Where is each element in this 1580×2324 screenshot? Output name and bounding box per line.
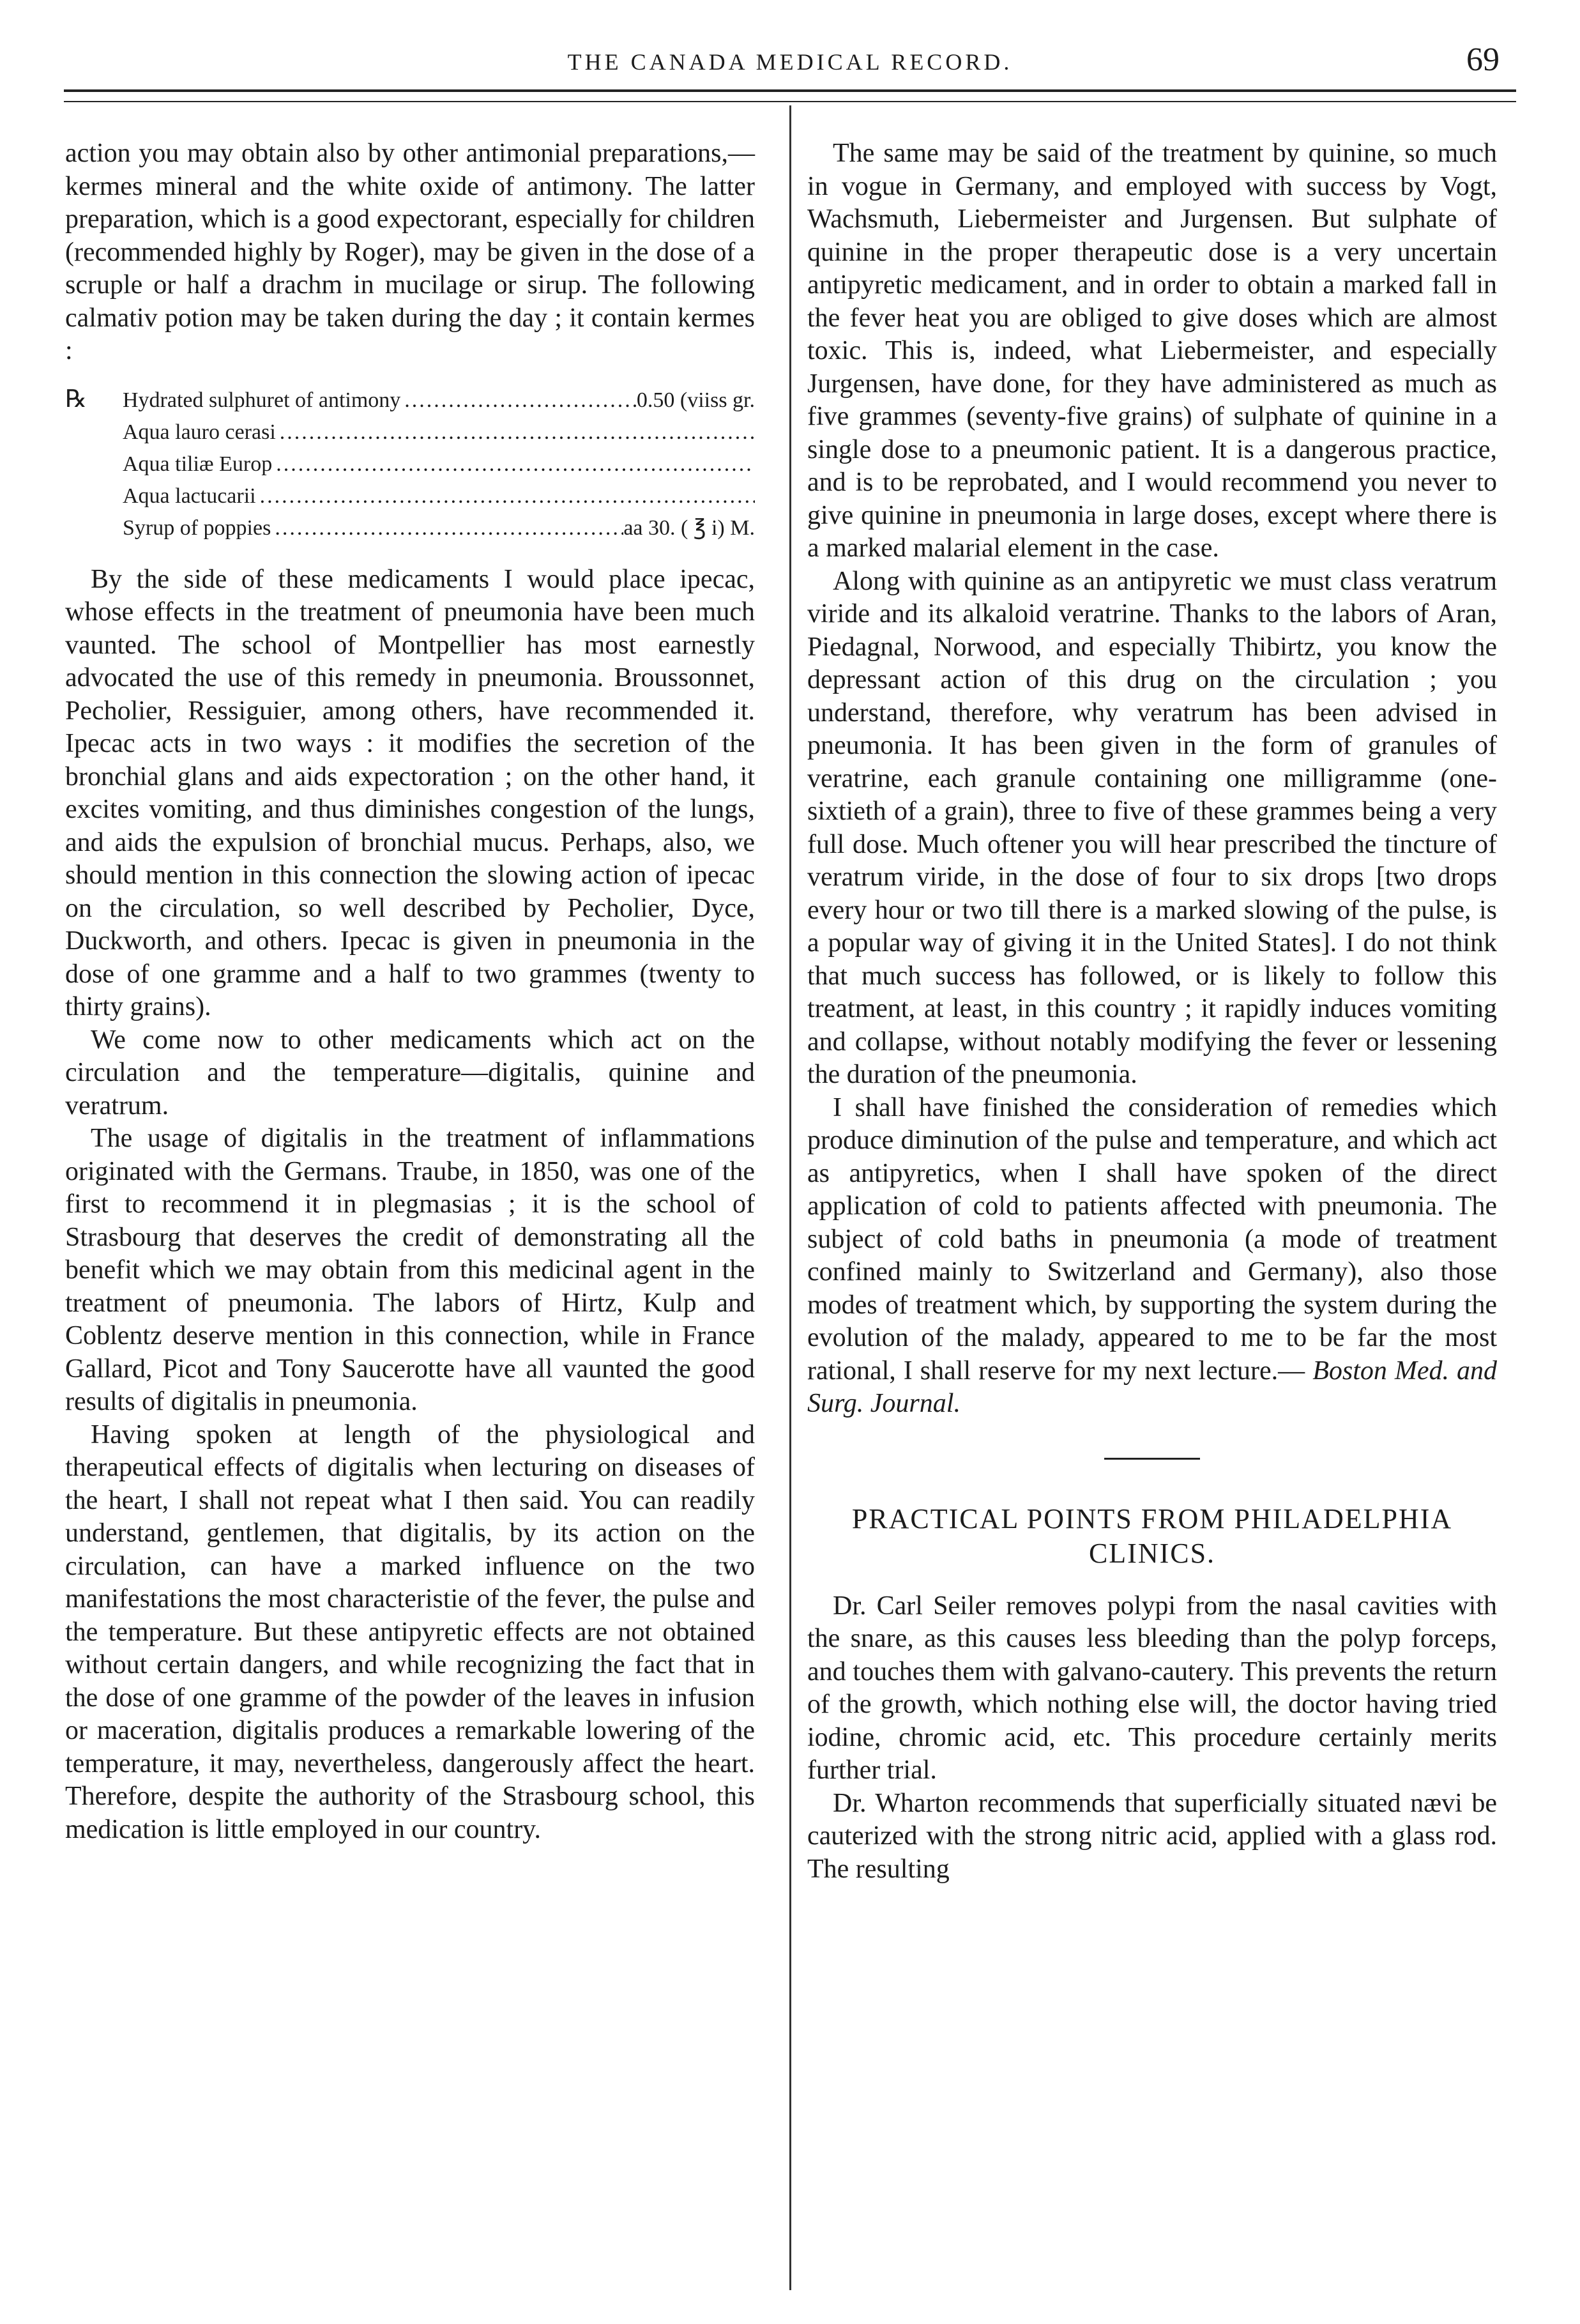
ingredient-name: Syrup of poppies: [123, 516, 271, 540]
section-divider-rule: [1104, 1458, 1200, 1460]
paragraph-veratrum: Along with quinine as an antipyretic we must class veratrum viride and its alkaloid veratrine. Thanks to the labors of Aran, Piedagnal, Norwood, and especially Thibirtz, you know the depressant action of this drug on the circulation ; you understand, therefore, why veratrum has been advised in pneumonia. It has been given in the form of granules of veratrine, each granule containing one milligramme (one-sixtieth of a grain), three to five of these grammes being a very full dose. Much oftener you will hear prescribed the tincture of veratrum viride, in the dose of four to six drops [two drops every hour or two till there is a marked slowing of the pulse, is a popular way of giving it in the United States]. I do not think that much success has followed, or is likely to follow this treatment, at least, in this country ; it rapidly induces vomiting and collapse, without notably modifying the fever or lessening the duration of the pneumonia.: [807, 566, 1497, 1089]
paragraph-digitalis-effects: Having spoken at length of the physiological and therapeutical effects of digitalis when lecturing on diseases of the heart, I shall not repeat what I then said. You can readily understand, gentlemen, that digitalis, by its action on the circulation, can have a marked influence on the two manifestations the most characteristie of the fever, the pulse and the temperature. But these antipyretic effects are not obtained without certain dangers, and while recognizing the fact that in the dose of one gramme of the powder of the leaves in infusion or maceration, digitalis produces a remarkable lowering of the temperature, it may, nevertheless, dangerously affect the heart. Therefore, despite the authority of the Strasbourg school, this medication is little employed in our country.: [65, 1419, 755, 1844]
prescription-symbol: ℞: [65, 385, 87, 413]
right-column: [807, 137, 1497, 1886]
paragraph-cold-baths: [807, 1092, 1497, 1421]
prescription-line: [65, 448, 755, 480]
leader-dots: [271, 512, 623, 544]
paragraph-quinine: The same may be said of the treatment by quinine, so much in vogue in Germany, and employed with success by Vogt, Wachsmuth, Liebermeister and Jurgensen. But sulphate of quinine in the proper therapeutic dose is a very uncertain antipyretic medicament, and in order to obtain a marked fall in the fever heat you are obliged to give doses which are almost toxic. This is, indeed, what Liebermeister, and especially Jurgensen, have done, for they have administered as much as five grammes (seventy-five grains) of sulphate of quinine in a single dose to a pneumonic patient. It is a dangerous practice, and is to be reprobated, and I would recommend you never to give quinine in pneumonia in large doses, except where there is a marked malarial element in the case.: [807, 139, 1497, 563]
left-column: [65, 137, 755, 1846]
header-double-rule: [64, 89, 1516, 102]
page-number: 69: [1466, 42, 1500, 78]
paragraph-ipecac: By the side of these medicaments I would place ipecac, whose effects in the treatment of pneumonia have been much vaunted. The school of Montpellier has most earnestly advocated the use of this remedy in pneumonia. Broussonnet, Pecholier, Ressiguier, among others, have recommended it. Ipecac acts in two ways : it modifies the secretion of the bronchial glans and aids expectoration ; on the other hand, it excites vomiting, and thus diminishes congestion of the lungs, and aids the expulsion of bronchial mucus. Perhaps, also, we should mention in this connection the slowing action of ipecac on the circulation, so well described by Pecholier, Dyce, Duckworth, and others. Ipecac is given in pneumonia in the dose of one gramme and a half to two grammes (twenty to thirty grains).: [65, 564, 755, 1021]
source-citation: Boston Med. and Surg. Journal.: [807, 1356, 1498, 1418]
paragraph-circulation-medicaments: We come now to other medicaments which act on the circulation and the temperature—digitalis, quinine and veratrum.: [65, 1025, 755, 1120]
ingredient-name: Hydrated sulphuret of antimony: [123, 388, 401, 412]
prescription-line: [65, 480, 755, 512]
paragraph-digitalis-usage: The usage of digitalis in the treatment of inflammations originated with the Germans. Traube, in 1850, was one of the first to recommend it in plegmasias ; it is the school of Strasbourg that deserves the credit of demonstrating all the benefit which we may obtain from this medicinal agent in the treatment of pneumonia. The labors of Hirtz, Kulp and Coblentz deserve mention in this connection, while in France Gallard, Picot and Tony Saucerotte have all vaunted the good results of digitalis in pneumonia.: [65, 1124, 755, 1416]
page-header: [64, 37, 1516, 82]
ingredient-name: Aqua lactucarii: [123, 484, 256, 508]
leader-dots: [276, 417, 755, 448]
column-divider: [789, 105, 791, 2290]
prescription: [65, 383, 755, 544]
paragraph-cold-baths-text: I shall have finished the consideration of remedies which produce diminution of the pulse and temperature, and which act as antipyretics, when I shall have spoken of the direct application of cold to patients affected with pneumonia. The subject of cold baths in pneumonia (a mode of treatment confined mainly to Switzerland and Germany), also those modes of treatment which, by supporting the system during the evolution of the malady, appeared to me to be far the most rational, I shall reserve for my next lecture.—: [807, 1092, 1497, 1386]
ingredient-name: Aqua lauro cerasi: [123, 420, 276, 444]
running-title: THE CANADA MEDICAL RECORD.: [567, 49, 1013, 75]
leader-dots: [400, 385, 637, 417]
ingredient-dose: aa 30. ( ℥ i) M.: [623, 516, 755, 540]
prescription-line: [65, 512, 755, 544]
paragraph-seiler: Dr. Carl Seiler removes polypi from the nasal cavities with the snare, as this causes less bleeding than the polyp forceps, and touches them with galvano-cautery. This prevents the return of the growth, which nothing else will, the doctor having tried iodine, chromic acid, etc. This procedure certainly merits further trial.: [807, 1591, 1497, 1785]
section-heading: PRACTICAL POINTS FROM PHILADELPHIA CLINICS.: [851, 1502, 1453, 1569]
leader-dots: [256, 480, 755, 512]
prescription-line: [65, 417, 755, 448]
ingredient-dose: 0.50 (viiss gr.: [636, 388, 755, 412]
paragraph-wharton: Dr. Wharton recommends that superficially situated nævi be cauterized with the strong nitric acid, applied with a glass rod. The resulting: [807, 1788, 1497, 1884]
prescription-line: [65, 383, 755, 417]
ingredient-name: Aqua tiliæ Europ: [123, 452, 273, 476]
paragraph-antimonial: action you may obtain also by other antimonial preparations,—kermes mineral and the white oxide of antimony. The latter preparation, which is a good expectorant, especially for children (recommended highly by Roger), may be given in the dose of a scruple or half a drachm in mucilage or sirup. The following calmativ potion may be taken during the day ; it contain kermes :: [65, 139, 755, 365]
leader-dots: [272, 448, 755, 480]
